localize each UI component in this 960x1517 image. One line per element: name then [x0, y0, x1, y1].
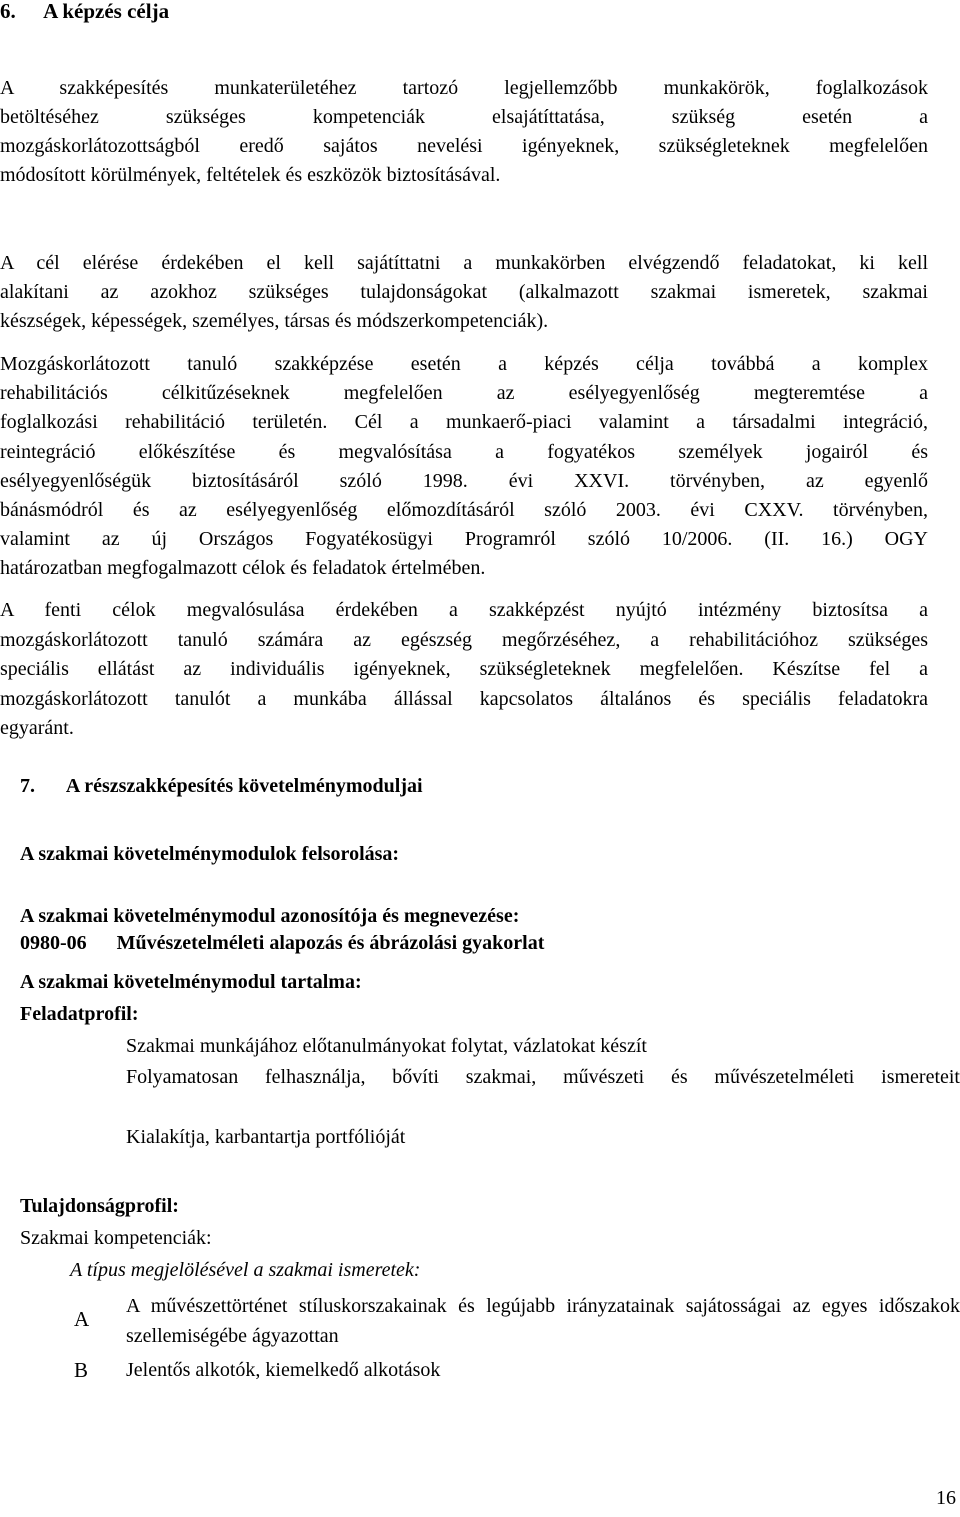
paragraph-line: módosított körülmények, feltételek és eszközök biztosításával.: [0, 164, 501, 186]
section-number: 6.: [0, 0, 16, 23]
section-title: A részszakképesítés követelménymoduljai: [65, 775, 423, 797]
paragraph-line: mozgáskorlátozott tanulót a munkába állással kapcsolatos általános és speciális feladatokra: [0, 687, 928, 710]
knowledge-item: Jelentős alkotók, kiemelkedő alkotások: [126, 1359, 441, 1381]
module-name: Művészetelméleti alapozás és ábrázolási gyakorlat: [116, 932, 545, 954]
paragraph-line: speciális ellátást az individuális igényeknek, szükségleteknek megfelelően. Készítse fel a: [0, 658, 928, 680]
task-item-text: Folyamatosan felhasználja, bővíti szakmai, művészeti és művészetelméleti ismereteit: [126, 1066, 960, 1088]
page-number: 16: [936, 1487, 956, 1509]
paragraph-line: betöltéséhez szükséges kompetenciák elsajátíttatása, szükség esetén a: [0, 106, 928, 128]
module-title: [20, 930, 544, 956]
knowledge-type: A: [74, 1307, 90, 1331]
paragraph-goal: [0, 74, 928, 190]
module-id-heading: A szakmai követelménymodul azonosítója és megnevezése:: [20, 905, 520, 927]
paragraph-line: alakítani az azokhoz szükséges tulajdonságokat (alkalmazott szakmai ismeretek, szakmai: [0, 281, 928, 303]
task-item: Szakmai munkájához előtanulmányokat folytat, vázlatokat készít: [126, 1035, 647, 1057]
paragraph-institution: [0, 596, 928, 744]
paragraph-line: A szakképesítés munkaterületéhez tartozó legjellemzőbb munkakörök, foglalkozások: [0, 77, 928, 99]
task-item: [126, 1062, 960, 1092]
type-label: A típus megjelölésével a szakmai ismeretek:: [70, 1259, 421, 1281]
knowledge-item: A művészettörténet stíluskorszakainak és legújabb irányzatainak sajátosságai az egyes időszakok szellemiségébe ágyazottan: [126, 1295, 960, 1347]
paragraph-line: reintegráció előkészítése és megvalósítása a fogyatékos személyek jogairól és: [0, 440, 928, 463]
paragraph-line: bánásmódról és az esélyegyenlőség előmozdításáról szóló 2003. évi CXXV. törvényben,: [0, 499, 928, 522]
module-content-heading: A szakmai követelménymodul tartalma:: [20, 971, 362, 993]
paragraph-line: Mozgáskorlátozott tanuló szakképzése esetén a képzés célja továbbá a komplex: [0, 353, 928, 375]
paragraph-line: foglalkozási rehabilitáció területén. Cél a munkaerő-piaci valamint a társadalmi integráció,: [0, 411, 928, 434]
paragraph-line: készségek, képességek, személyes, társas és módszerkompetenciák).: [0, 310, 549, 332]
paragraph-line: rehabilitációs célkitűzéseknek megfelelően az esélyegyenlőség megteremtése a: [0, 382, 928, 405]
section-6-heading: [0, 0, 169, 24]
module-code: 0980-06: [20, 932, 87, 954]
section-number: 7.: [20, 775, 35, 797]
section-7-heading: [20, 773, 423, 799]
paragraph-line: esélyegyenlőségük biztosításáról szóló 1998. évi XXVI. törvényben, az egyenlő: [0, 469, 928, 492]
task-item-line: [126, 1062, 960, 1092]
paragraph-line: egyaránt.: [0, 717, 74, 739]
paragraph-aim: [0, 249, 928, 336]
paragraph-line: mozgáskorlátozottságból eredő sajátos nevelési igényeknek, szükségleteknek megfelelően: [0, 135, 928, 157]
paragraph-line: mozgáskorlátozott tanuló számára az egészség megőrzéséhez, a rehabilitációhoz szükséges: [0, 628, 928, 651]
paragraph-line: A cél elérése érdekében el kell sajátíttatni a munkakörben elvégzendő feladatokat, ki kell: [0, 252, 928, 274]
paragraph-line: határozatban megfogalmazott célok és feladatok értelmében.: [0, 557, 486, 580]
knowledge-type: B: [74, 1358, 89, 1382]
section-title: A képzés célja: [43, 0, 170, 23]
trait-profile-heading: Tulajdonságprofil:: [20, 1195, 179, 1217]
task-item: Kialakítja, karbantartja portfólióját: [126, 1126, 406, 1148]
paragraph-line: A fenti célok megvalósulása érdekében a szakképzést nyújtó intézmény biztosítsa a: [0, 599, 928, 621]
paragraph-rehabilitation: [0, 350, 928, 584]
task-profile-heading: Feladatprofil:: [20, 1003, 139, 1025]
competence-label: Szakmai kompetenciák:: [20, 1227, 212, 1249]
module-list-heading: A szakmai követelménymodulok felsorolása:: [20, 843, 400, 865]
paragraph-line: valamint az új Országos Fogyatékosügyi Programról szóló 10/2006. (II. 16.) OGY: [0, 528, 928, 551]
